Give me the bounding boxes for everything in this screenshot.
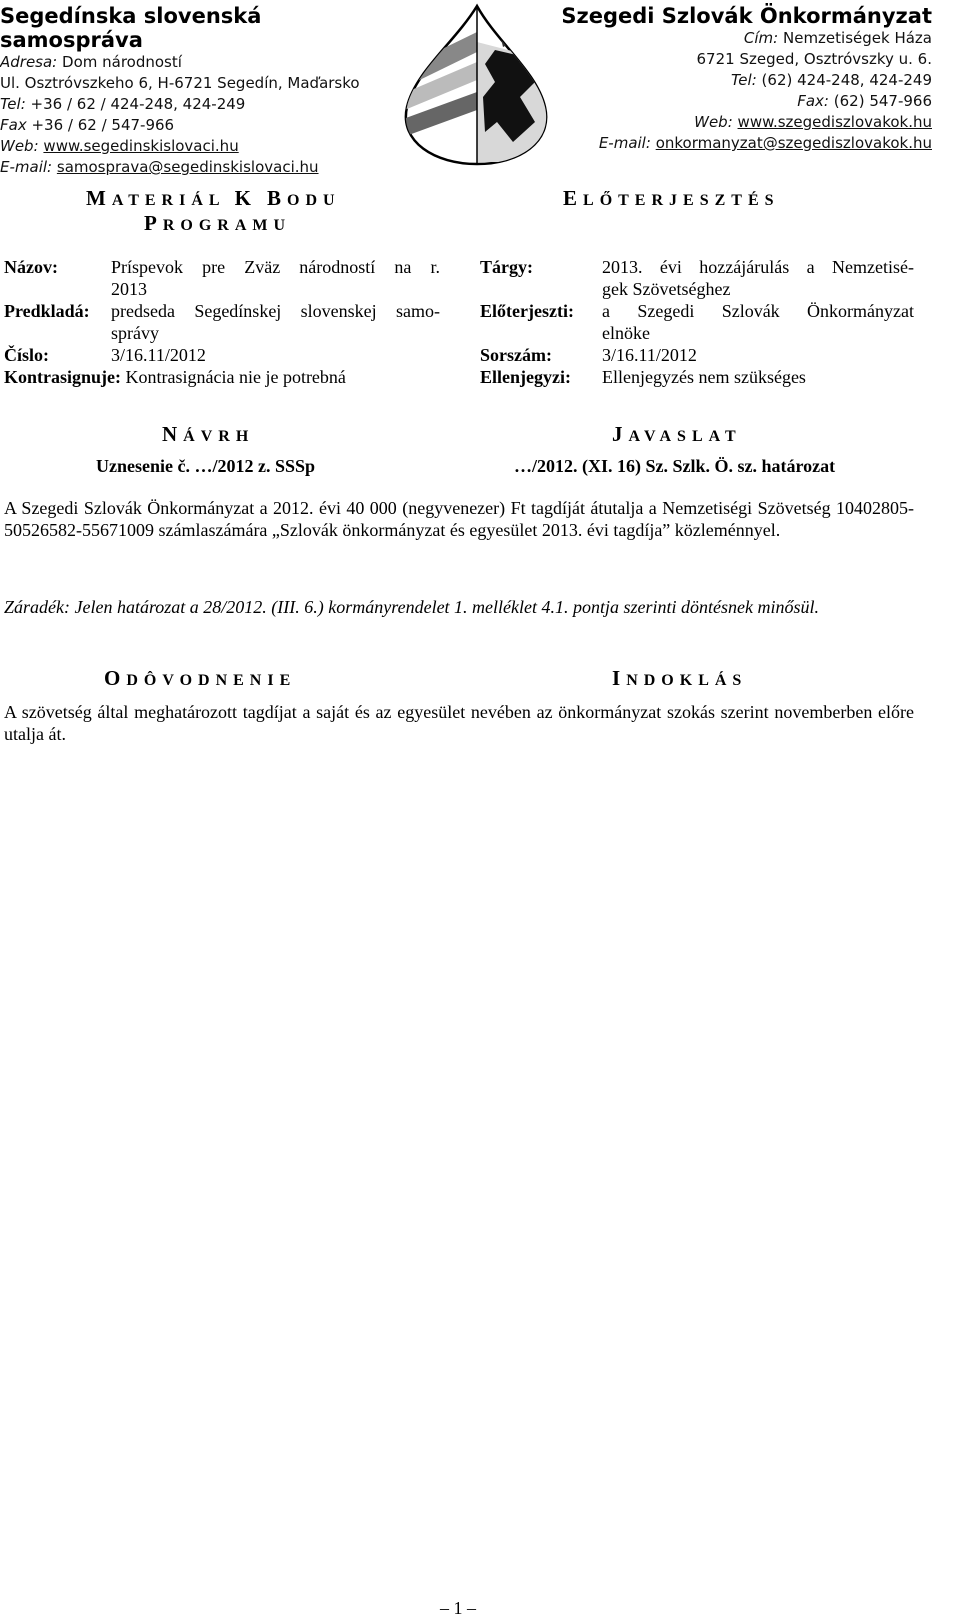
heading-material-line2: PROGRAMU bbox=[144, 211, 292, 235]
kontra-label: Kontrasignuje: bbox=[4, 367, 121, 387]
street: 6721 Szeged, Osztróvszky u. 6. bbox=[696, 50, 932, 68]
eloterjeszti-value-2: elnöke bbox=[602, 323, 650, 343]
web-link[interactable]: www.segedinskislovaci.hu bbox=[43, 137, 239, 155]
tel-value: (62) 424-248, 424-249 bbox=[761, 71, 932, 89]
justification-body: A szövetség által meghatározott tagdíjat a saját és az egyesület nevében az önkormányzat szokás szerint novemberben előre utalja át. bbox=[4, 702, 914, 744]
email-link[interactable]: samosprava@segedinskislovaci.hu bbox=[56, 158, 319, 176]
nazov-label: Názov: bbox=[4, 257, 58, 277]
ellenjegyzi-value: Ellenjegyzés nem szükséges bbox=[602, 367, 806, 387]
eloterjeszti-value-1: a Szegedi Szlovák Önkormányzat bbox=[602, 301, 914, 321]
page-number: – 1 – bbox=[440, 1598, 476, 1618]
address-label: Adresa: bbox=[0, 53, 58, 71]
tel-value: +36 / 62 / 424-248, 424-249 bbox=[30, 95, 246, 113]
kontra-value: Kontrasignácia nie je potrebná bbox=[125, 367, 346, 387]
email-link[interactable]: onkormanyzat@szegediszlovakok.hu bbox=[655, 134, 932, 152]
fax-label: Fax: bbox=[797, 92, 829, 110]
street: Ul. Osztróvszkeho 6, H-6721 Segedín, Maďarsko bbox=[0, 74, 360, 92]
address-label: Cím: bbox=[743, 29, 779, 47]
heading-material-line1: MATERIÁL K BODU bbox=[86, 186, 341, 210]
resolution-left: Uznesenie č. …/2012 z. SSSp bbox=[96, 456, 316, 476]
header-left bbox=[0, 4, 390, 178]
resolution-clause: Záradék: Jelen határozat a 28/2012. (III. 6.) kormányrendelet 1. melléklet 4.1. pontja szerinti döntésnek minősül. bbox=[4, 597, 820, 617]
header-right bbox=[532, 4, 932, 154]
sorszam-value: 3/16.11/2012 bbox=[602, 345, 697, 365]
nazov-value-2: 2013 bbox=[111, 279, 147, 299]
tel-label: Tel: bbox=[731, 71, 757, 89]
heading-indoklas: INDOKLÁS bbox=[612, 666, 748, 690]
predklada-value-2: správy bbox=[111, 323, 159, 343]
predklada-value-1: predseda Segedínskej slovenskej samo- bbox=[111, 301, 440, 321]
heading-eloterjesztes: ELŐTERJESZTÉS bbox=[563, 186, 780, 210]
resolution-right: …/2012. (XI. 16) Sz. Szlk. Ö. sz. határozat bbox=[514, 456, 836, 476]
address-value: Nemzetiségek Háza bbox=[783, 29, 932, 47]
email-label: E-mail: bbox=[598, 134, 651, 152]
predklada-label: Predkladá: bbox=[4, 301, 90, 321]
targy-value-1: 2013. évi hozzájárulás a Nemzetisé- bbox=[602, 257, 914, 277]
fax-value: (62) 547-966 bbox=[833, 92, 932, 110]
header-left-title: Segedínska slovenská samospráva bbox=[0, 4, 262, 52]
ellenjegyzi-label: Ellenjegyzi: bbox=[480, 367, 571, 387]
header-right-title: Szegedi Szlovák Önkormányzat bbox=[561, 4, 932, 28]
cislo-value: 3/16.11/2012 bbox=[111, 345, 206, 365]
heading-navrh: NÁVRH bbox=[162, 422, 255, 446]
heading-javaslat: JAVASLAT bbox=[612, 422, 742, 446]
eloterjeszti-label: Előterjeszti: bbox=[480, 301, 574, 321]
email-label: E-mail: bbox=[0, 158, 53, 176]
right-fields bbox=[480, 256, 914, 388]
cislo-label: Číslo: bbox=[4, 345, 49, 365]
fax-label: Fax bbox=[0, 116, 27, 134]
address-value: Dom národností bbox=[62, 53, 182, 71]
targy-value-2: gek Szövetséghez bbox=[602, 279, 731, 299]
heading-odovodnenie: ODÔVODNENIE bbox=[104, 666, 297, 690]
tel-label: Tel: bbox=[0, 95, 26, 113]
web-label: Web: bbox=[694, 113, 733, 131]
heading-material bbox=[86, 186, 341, 236]
fax-value: +36 / 62 / 547-966 bbox=[31, 116, 175, 134]
left-fields bbox=[4, 256, 440, 388]
resolution-body: A Szegedi Szlovák Önkormányzat a 2012. évi 40 000 (negyvenezer) Ft tagdíját átutalja a Nemzetiségi Szövetség 10402805-50526582-55671009 számlaszámára „Szlovák önkormányzat és egyesület 2013. évi tagdíja” közleménnyel. bbox=[4, 498, 914, 540]
sorszam-label: Sorszám: bbox=[480, 345, 552, 365]
web-link[interactable]: www.szegediszlovakok.hu bbox=[737, 113, 932, 131]
nazov-value-1: Príspevok pre Zväz národností na r. bbox=[111, 257, 440, 277]
targy-label: Tárgy: bbox=[480, 257, 533, 277]
web-label: Web: bbox=[0, 137, 39, 155]
